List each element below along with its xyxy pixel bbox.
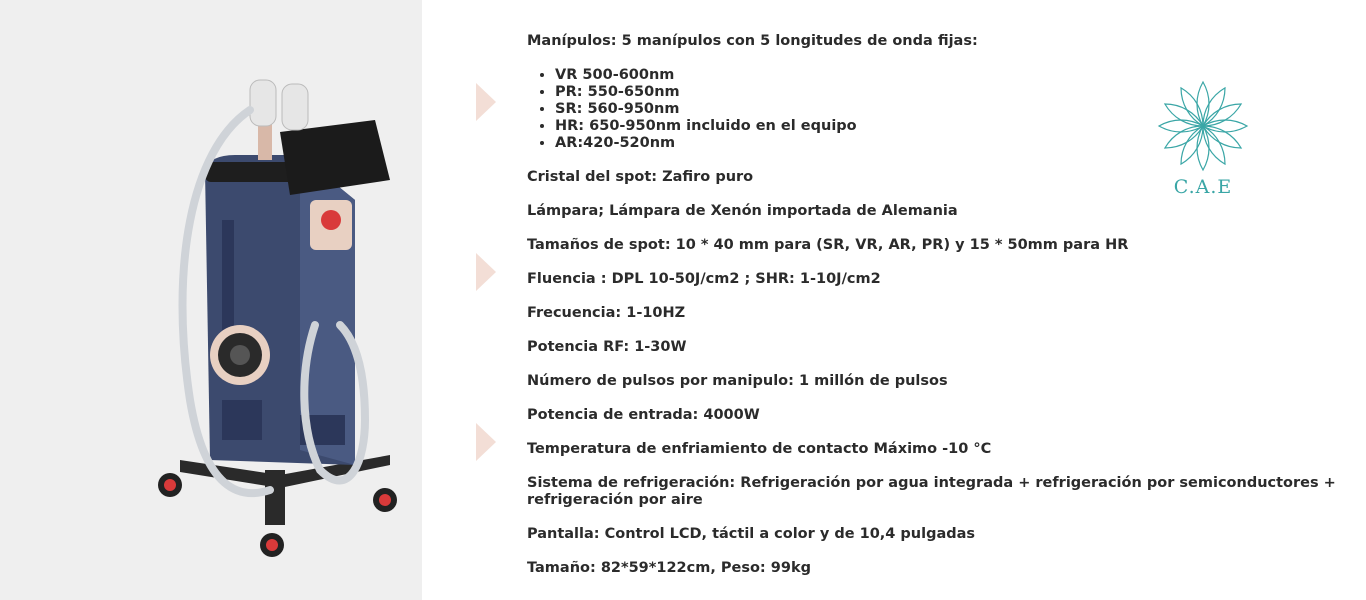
spec-line: Pantalla: Control LCD, táctil a color y de 10,4 pulgadas — [527, 526, 976, 542]
list-item: • SR: 560-950nm — [555, 101, 1347, 118]
brand-logo — [1150, 78, 1256, 200]
product-image-panel — [0, 0, 422, 600]
spec-line: Tamaño: 82*59*122cm, Peso: 99kg — [527, 560, 811, 576]
chevron-right-icon — [476, 253, 496, 291]
spec-line: Frecuencia: 1-10HZ — [527, 305, 686, 321]
spec-line: Tamaños de spot: 10 * 40 mm para (SR, VR, AR, PR) y 15 * 50mm para HR — [527, 237, 1129, 253]
logo-text: C.A.E — [1173, 176, 1233, 198]
chevron-right-icon — [476, 423, 496, 461]
spec-line: Sistema de refrigeración: Refrigeración por agua integrada + refrigeración por semiconductores + refrigeración por aire — [527, 475, 1336, 508]
decorative-chevrons — [476, 0, 500, 600]
spec-line: Temperatura de enfriamiento de contacto Máximo -10 °C — [527, 441, 992, 457]
spec-line: Cristal del spot: Zafiro puro — [527, 169, 754, 185]
chevron-right-icon — [476, 83, 496, 121]
handpieces-title: Manípulos: 5 manípulos con 5 longitudes de onda fijas: — [527, 33, 978, 49]
machine-illustration — [150, 70, 410, 570]
list-item: • PR: 550-650nm — [555, 84, 1347, 101]
list-item: • AR:420-520nm — [555, 135, 1347, 152]
list-item: • VR 500-600nm — [555, 67, 1347, 84]
list-item: • HR: 650-950nm incluido en el equipo — [555, 118, 1347, 135]
spec-line: Lámpara; Lámpara de Xenón importada de Alemania — [527, 203, 958, 219]
spec-line: Número de pulsos por manipulo: 1 millón de pulsos — [527, 373, 948, 389]
spec-line: Potencia de entrada: 4000W — [527, 407, 760, 423]
spec-line: Fluencia : DPL 10-50J/cm2 ; SHR: 1-10J/cm2 — [527, 271, 881, 287]
lotus-logo-icon — [1150, 78, 1256, 174]
spec-line: Potencia RF: 1-30W — [527, 339, 687, 355]
